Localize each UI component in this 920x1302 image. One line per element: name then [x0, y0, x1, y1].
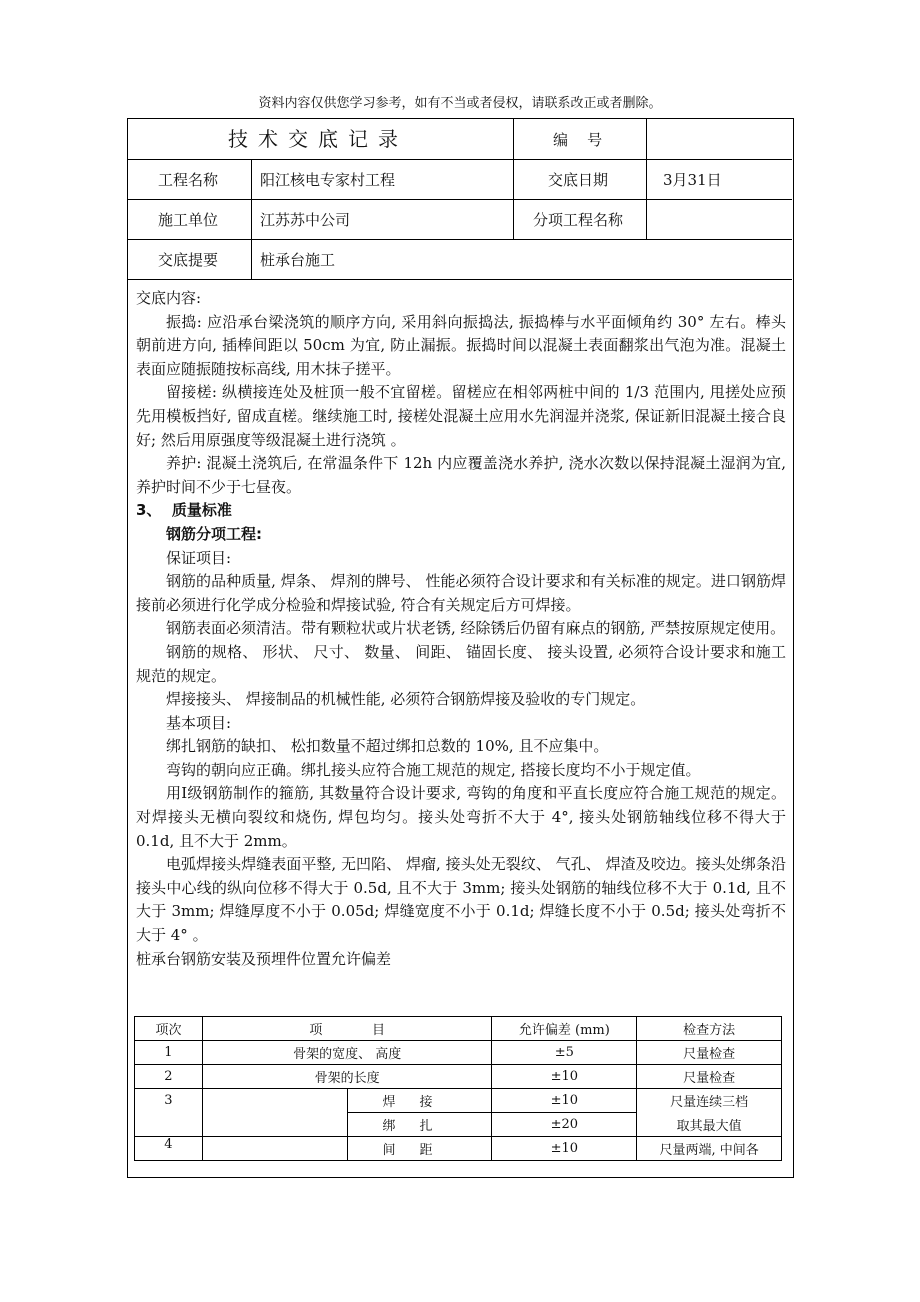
- project-label: 工程名称: [158, 171, 219, 189]
- table-caption: 桩承台钢筋安装及预埋件位置允许偏差: [136, 949, 392, 968]
- row-subitem: 绑扎: [347, 1113, 492, 1137]
- header-row-unit: [128, 200, 792, 240]
- date-value: 3月31日: [663, 171, 722, 189]
- row-tolerance: ±5: [492, 1041, 637, 1065]
- paragraph-arc-weld: 电弧焊接头焊缝表面平整, 无凹陷、 焊瘤, 接头处无裂纹、 气孔、 焊渣及咬边。接头处绑条沿接头中心线的纵向位移不得大于 0.5d, 且不大于 3mm; 接头处钢筋的轴线位移不大于 0.1d, 且不大于 3mm; 焊缝厚度不小于 0.05d; 焊缝宽度不小于 0.1d; 焊缝长度不小于 0.5d; 接头处弯折不大于 4° 。: [136, 855, 786, 945]
- row-tolerance: ±10: [492, 1065, 637, 1089]
- row-subitem: 焊接: [347, 1089, 492, 1113]
- row-method: 尺量两端, 中间各: [637, 1137, 782, 1161]
- row-tolerance: ±20: [492, 1113, 637, 1137]
- row-method: 尺量检查: [637, 1041, 782, 1065]
- row-no: 2: [135, 1065, 203, 1089]
- guarantee-heading: 保证项目:: [166, 548, 232, 567]
- section-heading: 3、 质量标准: [136, 501, 232, 520]
- project-value: 阳江核电专家村工程: [260, 171, 396, 189]
- copyright-notice: 资料内容仅供您学习参考，如有不当或者侵权，请联系改正或者删除。: [258, 96, 662, 111]
- unit-label: 施工单位: [158, 211, 219, 229]
- header-row-project: [128, 160, 792, 200]
- summary-label: 交底提要: [158, 251, 219, 269]
- content-label: 交底内容:: [136, 289, 202, 307]
- row-method: 尺量连续三档: [637, 1089, 782, 1113]
- row-item: 骨架的宽度、 高度: [202, 1041, 492, 1065]
- subsection-heading: 钢筋分项工程:: [166, 524, 262, 543]
- basic-heading: 基本项目:: [166, 713, 232, 732]
- paragraph-curing: 养护: 混凝土浇筑后, 在常温条件下 12h 内应覆盖浇水养护, 浇水次数以保持混凝土湿润为宜, 养护时间不少于七昼夜。: [136, 454, 786, 496]
- table-row: [135, 1089, 782, 1113]
- header-tolerance: 允许偏差 (mm): [492, 1017, 637, 1041]
- row-no: 1: [135, 1041, 203, 1065]
- tolerance-table: [134, 1016, 782, 1161]
- header-method: 检查方法: [637, 1017, 782, 1041]
- header-no: 项次: [135, 1017, 203, 1041]
- row-item-group: [202, 1137, 347, 1161]
- paragraph-vibration: 振捣: 应沿承台梁浇筑的顺序方向, 采用斜向振捣法, 振捣棒与水平面倾角约 30° 左右。棒头朝前进方向, 插棒间距以 50cm 为宜, 防止漏振。振捣时间以混凝土表面翻浆出气泡为准。混凝土表面应随振随按标高线, 用木抹子搓平。: [136, 312, 786, 378]
- row-method: 取其最大值: [637, 1113, 782, 1137]
- row-tolerance: ±10: [492, 1137, 637, 1161]
- date-label: 交底日期: [548, 171, 609, 189]
- row-item: 骨架的长度: [202, 1065, 492, 1089]
- disclosure-content: [136, 287, 786, 971]
- header-item: 项 目: [202, 1017, 492, 1041]
- paragraph-spec: 钢筋的规格、 形状、 尺寸、 数量、 间距、 锚固长度、 接头设置, 必须符合设计要求和施工规范的规定。: [136, 642, 786, 685]
- paragraph-joint: 留接槎: 纵横接连处及桩顶一般不宜留槎。留槎应在相邻两桩中间的 1/3 范围内, 甩搓处应预先用模板挡好, 留成直槎。继续施工时, 接槎处混凝土应用水先润湿并浇浆, 保证新旧混凝土接合良好; 然后用原强度等级混凝土进行浇筑 。: [136, 383, 786, 449]
- row-subitem: 间距: [347, 1137, 492, 1161]
- unit-value: 江苏苏中公司: [260, 211, 351, 229]
- table-header-row: [135, 1017, 782, 1041]
- paragraph-weld-mech: 焊接接头、 焊接制品的机械性能, 必须符合钢筋焊接及验收的专门规定。: [166, 690, 646, 709]
- paragraph-stirrups: 用Ⅰ级钢筋制作的箍筋, 其数量符合设计要求, 弯钩的角度和平直长度应符合施工规范的规定。 对焊接头无横向裂纹和烧伤, 焊包均匀。接头处弯折不大于 4°, 接头处钢筋轴线位移不得大于 0.1d, 且不大于 2mm。: [136, 784, 786, 850]
- row-tolerance: ±10: [492, 1089, 637, 1113]
- paragraph-surface: 钢筋表面必须清洁。带有颗粒状或片状老锈, 经除锈后仍留有麻点的钢筋, 严禁按原规定使用。: [166, 619, 786, 638]
- number-label: 编 号: [553, 131, 603, 149]
- paragraph-material: 钢筋的品种质量, 焊条、 焊剂的牌号、 性能必须符合设计要求和有关标准的规定。进口钢筋焊接前必须进行化学成分检验和焊接试验, 符合有关规定后方可焊接。: [136, 572, 786, 614]
- table-row: [135, 1041, 782, 1065]
- row-item-group: [202, 1089, 347, 1137]
- table-row: [135, 1065, 782, 1089]
- table-row: [135, 1137, 782, 1161]
- row-no: 4: [135, 1137, 203, 1161]
- header-row-summary: [128, 240, 792, 280]
- form-title: 技术交底记录: [228, 127, 408, 151]
- paragraph-ties: 绑扎钢筋的缺扣、 松扣数量不超过绑扣总数的 10%, 且不应集中。: [166, 737, 609, 756]
- summary-value: 桩承台施工: [260, 251, 336, 269]
- paragraph-hooks: 弯钩的朝向应正确。绑扎接头应符合施工规范的规定, 搭接长度均不小于规定值。: [166, 760, 701, 779]
- subproject-label: 分项工程名称: [533, 211, 624, 229]
- technical-disclosure-form: [127, 118, 794, 1178]
- header-row-title: [128, 119, 792, 160]
- row-method: 尺量检查: [637, 1065, 782, 1089]
- row-no: 3: [135, 1089, 203, 1137]
